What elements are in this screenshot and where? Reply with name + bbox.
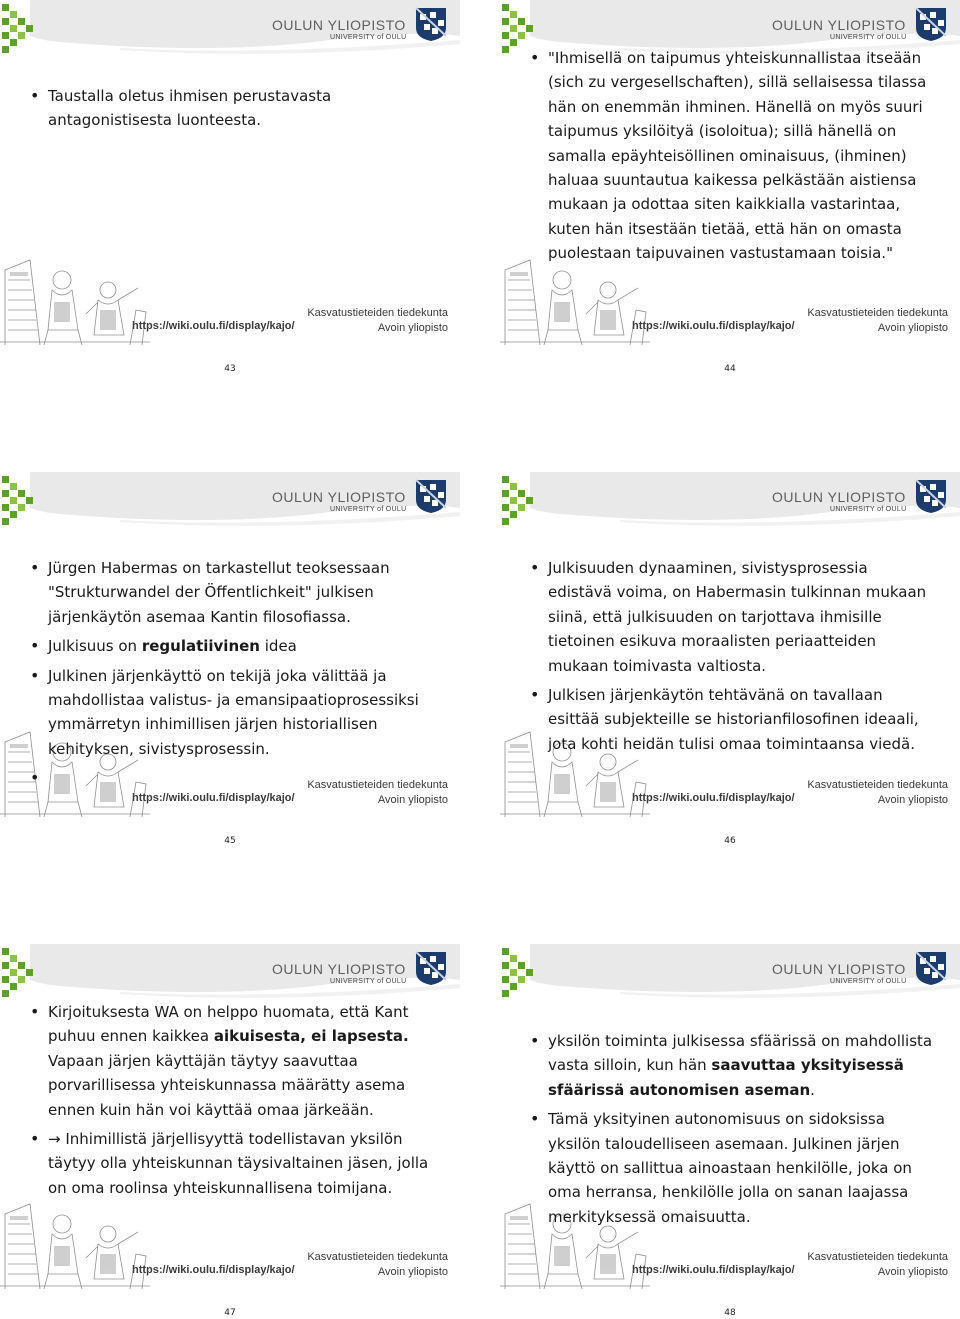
slide-48 (500, 944, 960, 1289)
logo-subtext: UNIVERSITY of OULU (330, 978, 407, 985)
slide-44 (500, 0, 960, 345)
bullet: • Julkisuuden dynaaminen, sivistysprosessia edistävä voima, on Habermasin tulkinnan mukaan siinä, että julkisuuden on tarjottava ihmisille tietoinen esikuva moraalisten periaatteiden mukaan toimivasta valtiosta. (530, 556, 935, 678)
slide-body (30, 1000, 435, 1205)
university-crest-icon (414, 6, 448, 42)
pixel-mosaic-icon (502, 948, 534, 996)
logo-subtext: UNIVERSITY of OULU (330, 34, 407, 41)
pixel-mosaic-icon (2, 476, 34, 524)
footer-faculty: Kasvatustieteiden tiedekunta Avoin yliopisto (807, 1251, 948, 1278)
slide-body (530, 46, 935, 271)
slide-body (530, 556, 935, 761)
slide-47 (0, 944, 460, 1289)
footer-faculty: Kasvatustieteiden tiedekunta Avoin yliopisto (307, 779, 448, 806)
page-number: 45 (224, 836, 236, 846)
bullet: • Kirjoituksesta WA on helppo huomata, että Kant puhuu ennen kaikkea aikuisesta, ei lapsesta. Vapaan järjen käyttäjän täytyy saavuttaa porvarillisessa yhteiskunnassa määrätty asema ennen kuin hän voi käyttää omaa järkeään. (30, 1000, 435, 1122)
logo-text: OULUN YLIOPISTO (772, 17, 906, 33)
university-crest-icon (914, 6, 948, 42)
page-number: 43 (224, 364, 236, 374)
footer-url: https://wiki.oulu.fi/display/kajo/ (632, 1264, 795, 1276)
pixel-mosaic-icon (502, 476, 534, 524)
logo-subtext: UNIVERSITY of OULU (830, 34, 907, 41)
logo-text: OULUN YLIOPISTO (772, 489, 906, 505)
bullet: • Tämä yksityinen autonomisuus on sidoksissa yksilön taloudelliseen asemaan. Julkinen järjen käyttö on sallittua ainoastaan henkilölle, joka on oma herransa, henkilölle jolla on sanan laajassa merkityksessä omaisuutta. (530, 1107, 935, 1229)
slide-46 (500, 472, 960, 817)
university-crest-icon (414, 950, 448, 986)
page-number: 46 (724, 836, 736, 846)
footer-url: https://wiki.oulu.fi/display/kajo/ (632, 320, 795, 332)
logo-subtext: UNIVERSITY of OULU (830, 978, 907, 985)
footer-url: https://wiki.oulu.fi/display/kajo/ (632, 792, 795, 804)
university-crest-icon (914, 950, 948, 986)
bullet: • Julkisen järjenkäytön tehtävänä on tavallaan esittää subjekteille se historianfilosofinen ideaali, jota kohti heidän tulisi omaa toimintaansa viedä. (530, 683, 935, 756)
bullet: • "Ihmisellä on taipumus yhteiskunnallistaa itseään (sich zu vergesellschaften), sillä sellaisessa tilassa hän on enemmän ihminen. Hänellä on myös suuri taipumus yksilöityä (isoloitua); sillä hänellä on samalla epäyhteisöllinen ominaisuus, (ihminen) haluaa suuntautua kaikessa pelkästään aistiensa mukaan ja odottaa siten kaikkialla vastarintaa, kuten hän itsestään tietää, että hän on omasta puolestaan taipuvainen vastustamaan toisia." (530, 46, 935, 266)
footer-url: https://wiki.oulu.fi/display/kajo/ (132, 320, 295, 332)
slide-45 (0, 472, 460, 817)
bullet: • Julkinen järjenkäyttö on tekijä joka välittää ja mahdollistaa valistus- ja emansipaatioprosessiksi ymmärretyn inhimillisen järjen historiallisen kehityksen, sivistysprosessin. (30, 664, 435, 762)
logo-subtext: UNIVERSITY of OULU (330, 506, 407, 513)
university-crest-icon (914, 478, 948, 514)
footer-faculty: Kasvatustieteiden tiedekunta Avoin yliopisto (307, 307, 448, 334)
logo-text: OULUN YLIOPISTO (272, 489, 406, 505)
slide-body (30, 556, 435, 795)
bullet-empty (30, 766, 435, 790)
slide-43 (0, 0, 460, 345)
pixel-mosaic-icon (502, 4, 534, 52)
pixel-mosaic-icon (2, 948, 34, 996)
bullet: • Jürgen Habermas on tarkastellut teoksessaan "Strukturwandel der Öffentlichkeit" julkisen järjenkäytön asemaa Kantin filosofiassa. (30, 556, 435, 629)
logo-text: OULUN YLIOPISTO (772, 961, 906, 977)
logo-text: OULUN YLIOPISTO (272, 17, 406, 33)
page-number: 47 (224, 1308, 236, 1318)
footer-faculty: Kasvatustieteiden tiedekunta Avoin yliopisto (307, 1251, 448, 1278)
page-number: 48 (724, 1308, 736, 1318)
pixel-mosaic-icon (2, 4, 34, 52)
bullet: • → Inhimillistä järjellisyyttä todellistavan yksilön täytyy olla yhteiskunnan täysivaltainen jäsen, jolla on oma roolinsa yhteiskunnallisena toimijana. (30, 1127, 435, 1200)
logo-subtext: UNIVERSITY of OULU (830, 506, 907, 513)
footer-faculty: Kasvatustieteiden tiedekunta Avoin yliopisto (807, 779, 948, 806)
footer-faculty: Kasvatustieteiden tiedekunta Avoin yliopisto (807, 307, 948, 334)
arrow-icon: → (48, 1130, 61, 1149)
slide-body (30, 84, 435, 138)
bullet: • Julkisuus on regulatiivinen idea (30, 634, 435, 658)
university-crest-icon (414, 478, 448, 514)
footer-url: https://wiki.oulu.fi/display/kajo/ (132, 792, 295, 804)
bullet: • yksilön toiminta julkisessa sfäärissä on mahdollista vasta silloin, kun hän saavuttaa yksityisessä sfäärissä autonomisen aseman. (530, 1029, 935, 1102)
slide-body (530, 1029, 935, 1234)
footer-url: https://wiki.oulu.fi/display/kajo/ (132, 1264, 295, 1276)
logo-text: OULUN YLIOPISTO (272, 961, 406, 977)
bullet: • Taustalla oletus ihmisen perustavasta antagonistisesta luonteesta. (30, 84, 435, 133)
page-number: 44 (724, 364, 736, 374)
engraving-illustration (0, 230, 150, 345)
